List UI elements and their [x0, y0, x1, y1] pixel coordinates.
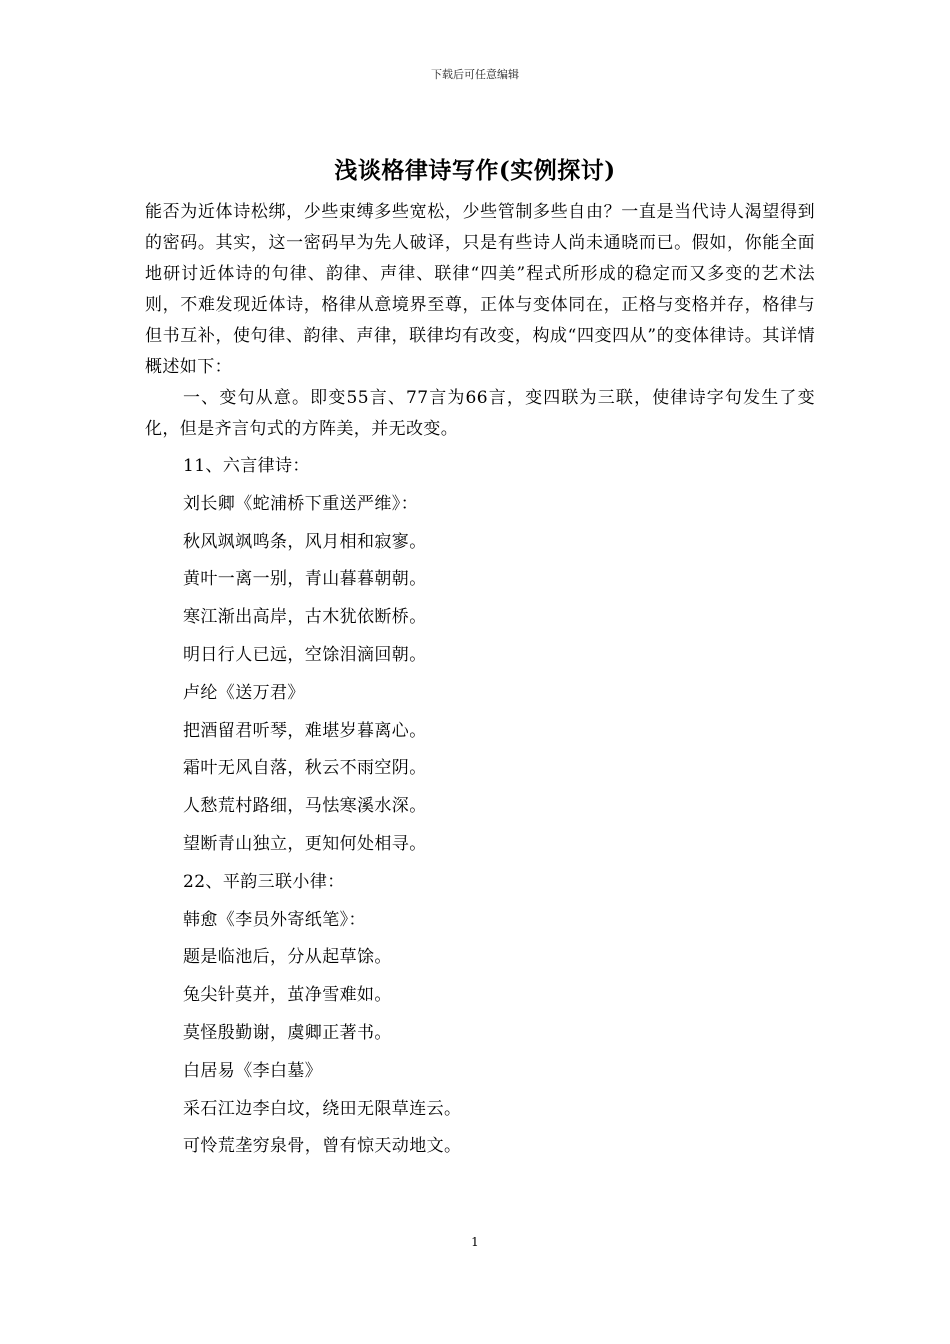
intro-paragraph: 能否为近体诗松绑，少些束缚多些宽松，少些管制多些自由？一直是当代诗人渴望得到的密码。其实，这一密码早为先人破译，只是有些诗人尚未通晓而已。假如，你能全面地研讨近体诗的句律、韵律、声律、联律“四美”程式所形成的稳定而又多变的艺术法则，不难发现近体诗，格律从意境界至尊，正体与变体同在，正格与变格并存，格律与但书互补，使句律、韵律、声律，联律均有改变，构成“四变四从”的变体律诗。其详情概述如下： [145, 202, 815, 377]
point-one-paragraph: 一、变句从意。即变55言、77言为66言，变四联为三联，使律诗字句发生了变化，但是齐言句式的方阵美，并无改变。 [145, 388, 815, 439]
poem-line: 采石江边李白坟，绕田无限草连云。 [183, 1098, 462, 1119]
poem-title: 韩愈《李员外寄纸笔》： [183, 909, 366, 930]
poem-title: 卢纶《送万君》 [183, 682, 305, 703]
poem-line: 题是临池后，分从起草馀。 [183, 947, 392, 968]
section-heading-six-character: 11、六言律诗： [183, 456, 310, 476]
poem-line: 霜叶无风自落，秋云不雨空阴。 [183, 758, 427, 779]
poem-title: 白居易《李白墓》 [183, 1060, 323, 1081]
poem-line: 望断青山独立，更知何处相寻。 [183, 833, 427, 854]
poem-line: 秋风飒飒鸣条，风月相和寂寥。 [183, 531, 427, 552]
document-body [145, 197, 815, 1166]
poem-line: 把酒留君听琴，难堪岁暮离心。 [183, 720, 427, 741]
poem-line: 人愁荒村路细，马怯寒溪水深。 [183, 796, 427, 817]
poem-line: 黄叶一离一别，青山暮暮朝朝。 [183, 569, 427, 590]
poem-line: 明日行人已远，空馀泪滴回朝。 [183, 644, 427, 665]
section-heading-three-couplet: 22、平韵三联小律： [183, 871, 345, 892]
poem-line: 寒江渐出高岸，古木犹依断桥。 [183, 607, 427, 628]
poem-line: 可怜荒垄穷泉骨，曾有惊天动地文。 [183, 1136, 462, 1157]
document-title: 浅谈格律诗写作(实例探讨) [334, 157, 616, 184]
poem-line: 莫怪殷勤谢，虞卿正著书。 [183, 1022, 392, 1043]
poem-title: 刘长卿《蛇浦桥下重送严维》： [183, 493, 419, 514]
header-note: 下载后可任意编辑 [431, 68, 519, 81]
page-number: 1 [471, 1235, 479, 1249]
poem-lines-list [183, 448, 815, 1166]
poem-line: 兔尖针莫并，茧净雪难如。 [183, 985, 392, 1006]
